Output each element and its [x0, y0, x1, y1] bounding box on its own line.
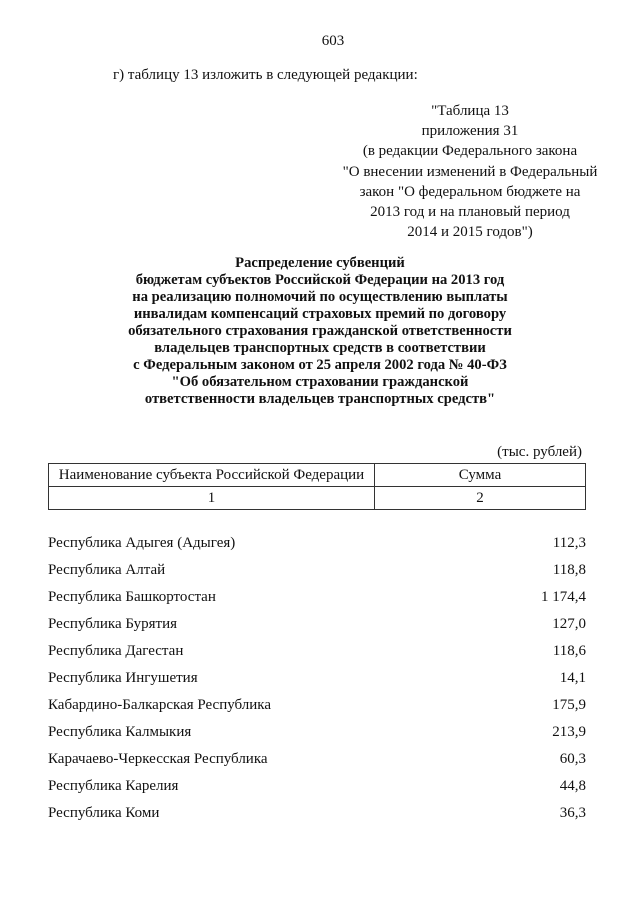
region-name: Республика Башкортостан	[48, 589, 216, 605]
region-name: Кабардино-Балкарская Республика	[48, 697, 272, 713]
heading-line: бюджетам субъектов Российской Федерации на 2013 год	[135, 272, 505, 288]
table-note-line: закон "О федеральном бюджете на	[359, 183, 581, 200]
table-row	[48, 560, 586, 587]
region-name: Республика Карелия	[48, 778, 179, 794]
column-number-2: 2	[375, 487, 586, 510]
region-amount: 60,3	[559, 751, 586, 767]
region-amount: 118,8	[552, 562, 586, 578]
heading-line: обязательного страхования гражданской ответственности	[128, 323, 512, 339]
table-note-line: (в редакции Федерального закона	[362, 143, 578, 160]
table-header	[48, 463, 586, 510]
column-header-name: Наименование субъекта Российской Федерации	[49, 464, 375, 487]
table-row	[48, 533, 586, 560]
table-row	[48, 803, 586, 830]
heading-line: Распределение субвенций	[235, 255, 405, 271]
region-name: Республика Ингушетия	[48, 670, 198, 686]
region-name: Республика Алтай	[48, 562, 166, 578]
table-row	[48, 614, 586, 641]
region-name: Карачаево-Черкесская Республика	[48, 751, 268, 767]
region-amount: 127,0	[552, 616, 586, 632]
heading-line: инвалидам компенсаций страховых премий по договору	[133, 306, 507, 322]
heading-line: владельцев транспортных средств в соответствии	[154, 340, 486, 356]
column-header-sum: Сумма	[375, 464, 586, 487]
document-heading	[0, 255, 640, 408]
table-note-line: 2013 год и на плановый период	[370, 204, 570, 221]
table-row	[48, 749, 586, 776]
column-number-row	[49, 487, 586, 510]
region-amount: 175,9	[552, 697, 586, 713]
table-row	[48, 722, 586, 749]
region-name: Республика Калмыкия	[48, 724, 192, 740]
table-row	[48, 641, 586, 668]
region-name: Республика Дагестан	[48, 643, 184, 659]
region-name: Республика Коми	[48, 805, 160, 821]
table-row	[48, 695, 586, 722]
heading-line: с Федеральным законом от 25 апреля 2002 года № 40-ФЗ	[133, 357, 507, 373]
region-amount: 44,8	[559, 778, 586, 794]
table-row	[48, 668, 586, 695]
table-row	[48, 587, 586, 614]
region-amount: 213,9	[552, 724, 586, 740]
region-name: Республика Адыгея (Адыгея)	[48, 535, 236, 551]
table-note-line: приложения 31	[421, 123, 519, 140]
region-amount: 36,3	[559, 805, 586, 821]
region-amount: 112,3	[552, 535, 586, 551]
units-label: (тыс. рублей)	[497, 444, 582, 460]
table-row	[48, 776, 586, 803]
region-amount: 1 174,4	[541, 589, 586, 605]
heading-line: на реализацию полномочий по осуществлению выплаты	[132, 289, 508, 305]
table-note-line: 2014 и 2015 годов")	[407, 224, 533, 241]
table-reference-note	[320, 101, 620, 242]
table-body	[48, 533, 586, 830]
region-amount: 14,1	[559, 670, 586, 686]
heading-line: ответственности владельцев транспортных средств"	[144, 391, 496, 407]
heading-line: "Об обязательном страховании гражданской	[171, 374, 469, 390]
intro-paragraph: г) таблицу 13 изложить в следующей редакции:	[113, 67, 418, 83]
region-name: Республика Бурятия	[48, 616, 178, 632]
region-amount: 118,6	[552, 643, 586, 659]
table-note-line: "Таблица 13	[431, 103, 509, 119]
column-header-row	[49, 464, 586, 487]
page-number: 603	[321, 33, 345, 49]
table-note-line: "О внесении изменений в Федеральный	[342, 163, 598, 180]
column-number-1: 1	[49, 487, 375, 510]
